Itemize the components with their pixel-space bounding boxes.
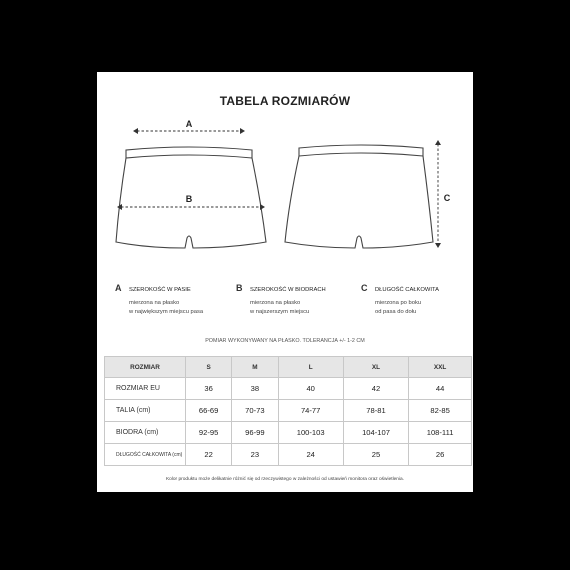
column-header: M: [232, 357, 278, 378]
table-cell: 66-69: [186, 400, 232, 422]
arrow-a-right: [240, 128, 245, 134]
legend-desc-line: mierzona na płasko: [250, 300, 301, 306]
legend-desc-line: mierzona po boku: [375, 300, 422, 306]
row-label: TALIA (cm): [105, 400, 186, 422]
back-waistband: [299, 145, 423, 156]
arrow-a-left: [133, 128, 138, 134]
column-header: ROZMIAR: [105, 357, 186, 378]
table-header-row: [105, 357, 472, 378]
legend-key: A: [115, 283, 122, 293]
row-label: DŁUGOŚĆ CAŁKOWITA (cm): [105, 444, 186, 466]
row-label: BIODRA (cm): [105, 422, 186, 444]
measurement-note: POMIAR WYKONYWANY NA PŁASKO. TOLERANCJA +/- 1-2 CM: [205, 338, 365, 344]
front-waistband: [126, 147, 252, 158]
measure-label-b: B: [185, 194, 193, 204]
legend-key: B: [236, 283, 243, 293]
footer-disclaimer: Kolor produktu może delikatnie różnić się od rzeczywistego w zależności od ustawień monitora oraz oświetlenia.: [165, 477, 405, 482]
arrow-c-top: [435, 140, 441, 145]
legend-description: [129, 299, 203, 317]
table-cell: 96-99: [232, 422, 278, 444]
table-row: [105, 422, 472, 444]
table-cell: 24: [278, 444, 343, 466]
legend-description: [375, 299, 421, 317]
back-shorts-body: [285, 156, 433, 248]
size-table: [104, 356, 472, 466]
size-chart-card: [97, 72, 473, 492]
measure-label-a: A: [185, 119, 193, 129]
legend-desc-line: w najszerszym miejscu: [250, 309, 310, 315]
table-cell: 42: [343, 378, 408, 400]
column-header: L: [278, 357, 343, 378]
column-header: XL: [343, 357, 408, 378]
table-cell: 100-103: [278, 422, 343, 444]
measure-label-c: C: [443, 193, 451, 203]
table-cell: 104-107: [343, 422, 408, 444]
table-cell: 23: [232, 444, 278, 466]
legend-key: C: [361, 283, 368, 293]
legend-desc-line: mierzona na płasko: [129, 300, 180, 306]
table-row: [105, 378, 472, 400]
row-label: ROZMIAR EU: [105, 378, 186, 400]
legend-heading: SZEROKOŚĆ W BIODRACH: [250, 287, 326, 293]
table-cell: 74-77: [278, 400, 343, 422]
legend-heading: DŁUGOŚĆ CAŁKOWITA: [375, 287, 439, 293]
table-cell: 36: [186, 378, 232, 400]
table-row: [105, 400, 472, 422]
table-cell: 44: [409, 378, 472, 400]
legend-desc-line: od pasa do dołu: [375, 309, 417, 315]
table-cell: 108-111: [409, 422, 472, 444]
arrow-b-right: [260, 204, 265, 210]
table-cell: 26: [409, 444, 472, 466]
page-title: TABELA ROZMIARÓW: [219, 94, 351, 108]
table-cell: 25: [343, 444, 408, 466]
table-cell: 82-85: [409, 400, 472, 422]
table-cell: 22: [186, 444, 232, 466]
table-cell: 70-73: [232, 400, 278, 422]
legend-heading: SZEROKOŚĆ W PASIE: [129, 287, 191, 293]
arrow-c-bottom: [435, 243, 441, 248]
legend-desc-line: w największym miejscu pasa: [129, 309, 204, 315]
table-row: [105, 444, 472, 466]
shorts-illustration: [97, 72, 473, 272]
table-cell: 92-95: [186, 422, 232, 444]
legend-description: [250, 299, 309, 317]
table-cell: 38: [232, 378, 278, 400]
table-cell: 40: [278, 378, 343, 400]
table-cell: 78-81: [343, 400, 408, 422]
column-header: XXL: [409, 357, 472, 378]
column-header: S: [186, 357, 232, 378]
